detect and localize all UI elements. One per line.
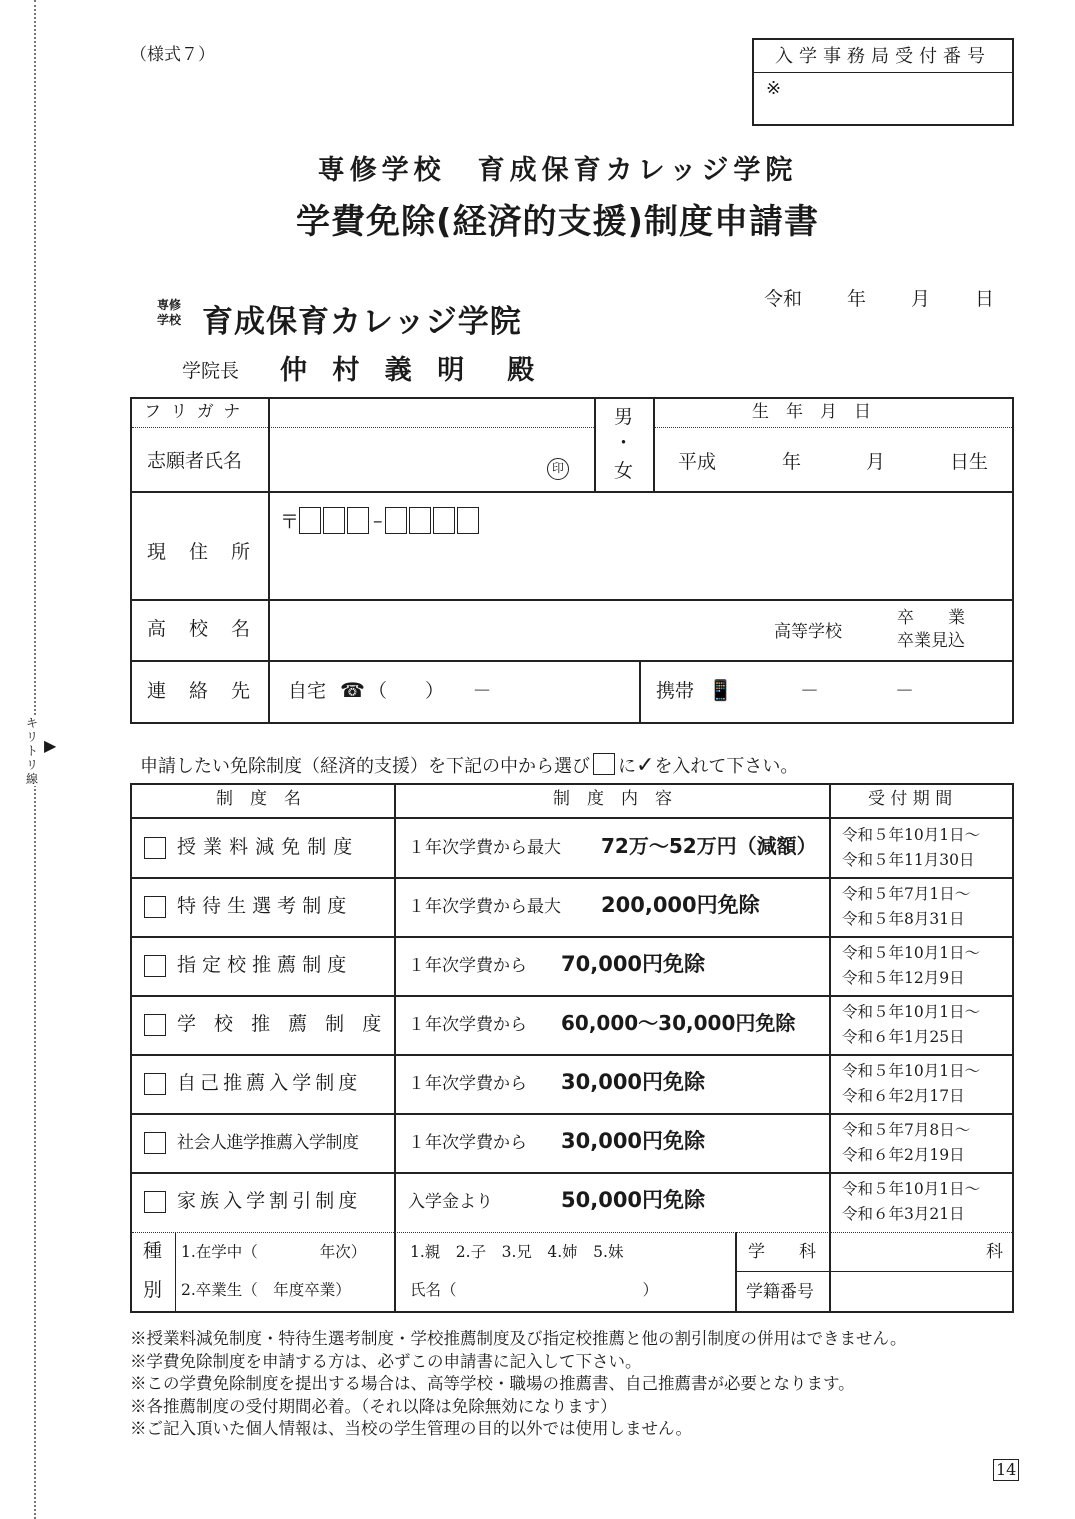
- col-divider: [653, 397, 655, 492]
- department-label: 学 科: [748, 1242, 816, 1262]
- furigana-input[interactable]: [272, 400, 592, 426]
- system-name: 指 定 校 推 薦 制 度: [177, 954, 347, 976]
- system-amount: 30,000円免除: [561, 1129, 706, 1153]
- notes: [130, 1328, 907, 1441]
- instruction-text-2: に: [618, 756, 636, 777]
- row-checkbox[interactable]: [144, 955, 166, 977]
- system-amount: 200,000円免除: [601, 893, 760, 917]
- receipt-number-box[interactable]: [752, 38, 1014, 126]
- checkbox-icon: [593, 753, 615, 775]
- system-prefix: １年次学費から: [408, 1074, 527, 1094]
- period-start: 令和５年10月1日～: [842, 826, 981, 844]
- period-end: 令和５年8月31日: [842, 910, 965, 928]
- period-end: 令和５年12月9日: [842, 969, 965, 987]
- period-end: 令和６年2月19日: [842, 1146, 965, 1164]
- kind-divider: [132, 1232, 1012, 1233]
- col-divider: [268, 397, 270, 724]
- application-date[interactable]: [764, 284, 994, 311]
- col-divider: [394, 783, 396, 1313]
- row-divider: [130, 1054, 1014, 1056]
- kind-graduate-option[interactable]: 2.卒業生（ 年度卒業）: [181, 1281, 351, 1299]
- period-start: 令和５年10月1日～: [842, 1003, 981, 1021]
- date-month: 月: [910, 288, 930, 310]
- gender-male[interactable]: 男: [614, 406, 634, 428]
- birth-month[interactable]: 月: [866, 451, 886, 473]
- cut-line-label: キリトリ線: [25, 716, 38, 786]
- furigana-divider: [132, 427, 594, 428]
- row-divider: [130, 599, 1014, 601]
- system-amount: 30,000円免除: [561, 1070, 706, 1094]
- period-end: 令和６年3月21日: [842, 1205, 965, 1223]
- period-start: 令和５年10月1日～: [842, 944, 981, 962]
- checkmark-icon: ✓: [636, 753, 655, 778]
- row-checkbox[interactable]: [144, 1073, 166, 1095]
- period-start: 令和５年7月8日～: [842, 1121, 971, 1139]
- applicant-name-input[interactable]: [272, 430, 542, 488]
- date-era: 令和: [764, 288, 803, 310]
- birth-year[interactable]: 年: [782, 451, 802, 473]
- title-school: 専修学校 育成保育カレッジ学院: [317, 155, 798, 186]
- row-divider: [130, 877, 1014, 879]
- note-item: ※この学費免除制度を提出する場合は、高等学校・職場の推薦書、自己推薦書が必要となります。: [130, 1374, 855, 1393]
- contact-label: 連 絡 先: [147, 680, 253, 702]
- col-divider: [829, 783, 831, 1313]
- graduated-option[interactable]: 卒 業: [897, 608, 965, 628]
- form-number: （様式７）: [130, 45, 215, 65]
- postal-code-input[interactable]: [280, 507, 481, 534]
- row-checkbox[interactable]: [144, 896, 166, 918]
- home-phone-input[interactable]: （ ） －: [368, 680, 492, 702]
- period-end: 令和６年2月17日: [842, 1087, 965, 1105]
- system-name: 授 業 料 減 免 制 度: [177, 836, 353, 858]
- row-divider: [130, 660, 1014, 662]
- postal-mark: 〒: [280, 511, 300, 533]
- period-end: 令和６年1月25日: [842, 1028, 965, 1046]
- note-item: ※ご記入頂いた個人情報は、当校の学生管理の目的以外では使用しません。: [130, 1419, 692, 1438]
- receipt-header: 入学事務局受付番号: [754, 40, 1012, 73]
- school-name: 育成保育カレッジ学院: [202, 304, 522, 340]
- address-input[interactable]: [272, 545, 1010, 595]
- system-prefix: １年次学費から最大: [408, 897, 561, 917]
- note-item: ※学費免除制度を申請する方は、必ずこの申請書に記入して下さい。: [130, 1351, 642, 1371]
- address-label: 現 住 所: [147, 541, 253, 563]
- system-name: 自 己 推 薦 入 学 制 度: [177, 1072, 357, 1094]
- period-end: 令和５年11月30日: [842, 851, 975, 869]
- system-amount: 72万～52万円（減額）: [601, 834, 817, 858]
- gender-separator: ・: [614, 432, 634, 454]
- department-input[interactable]: [832, 1236, 982, 1268]
- row-checkbox[interactable]: [144, 1132, 166, 1154]
- col-divider: [175, 1232, 176, 1313]
- birth-day[interactable]: 日生: [950, 451, 989, 473]
- system-prefix: １年次学費から: [408, 956, 527, 976]
- school-type-2: 学校: [157, 313, 182, 327]
- row-divider: [130, 1172, 1014, 1174]
- system-name: 特 待 生 選 考 制 度: [177, 895, 347, 917]
- page-title: 学費免除(経済的支援)制度申請書: [295, 202, 820, 242]
- principal-name: 仲 村 義 明 殿: [280, 355, 543, 386]
- birth-divider: [654, 427, 1012, 428]
- receipt-mark: ※: [766, 78, 782, 99]
- home-phone-label: 自宅: [288, 680, 327, 702]
- student-number-input[interactable]: [832, 1274, 1012, 1310]
- row-checkbox[interactable]: [144, 1014, 166, 1036]
- student-number-label: 学籍番号: [746, 1282, 814, 1302]
- selection-instruction: [140, 752, 798, 778]
- header-divider: [130, 817, 1014, 819]
- row-divider: [130, 936, 1014, 938]
- note-item: ※各推薦制度の受付期間必着。（それ以降は免除無効になります）: [130, 1396, 617, 1416]
- system-amount: 60,000～30,000円免除: [561, 1011, 796, 1035]
- mobile-phone-input[interactable]: － －: [800, 680, 915, 702]
- system-amount: 70,000円免除: [561, 952, 706, 976]
- kind-label-1: 種: [143, 1240, 163, 1262]
- system-name: 社会人進学推薦入学制度: [177, 1133, 359, 1153]
- instruction-text-1: 申請したい免除制度（経済的支援）を下記の中から選び: [140, 756, 590, 777]
- applicant-name-label: 志願者氏名: [147, 450, 243, 472]
- furigana-label: フ リ ガ ナ: [144, 402, 243, 422]
- highschool-suffix: 高等学校: [774, 622, 842, 642]
- header-system-content: 制 度 内 容: [553, 789, 672, 809]
- seal-icon: 印: [547, 457, 569, 480]
- system-amount: 50,000円免除: [561, 1188, 706, 1212]
- birth-era: 平成: [678, 451, 717, 473]
- relation-options[interactable]: 1.親 2.子 3.兄 4.姉 5.妹: [410, 1243, 624, 1261]
- highschool-input[interactable]: [272, 604, 762, 658]
- birth-date-header: 生 年 月 日: [752, 402, 871, 422]
- period-start: 令和５年7月1日～: [842, 885, 971, 903]
- row-divider: [736, 1271, 1014, 1272]
- date-day: 日: [974, 288, 994, 310]
- gender-female[interactable]: 女: [614, 460, 634, 482]
- kind-enrolled-option[interactable]: 1.在学中（ 年次）: [181, 1243, 367, 1261]
- col-divider: [594, 397, 596, 492]
- system-prefix: １年次学費から: [408, 1015, 527, 1035]
- header-period: 受 付 期 間: [868, 789, 953, 809]
- system-prefix: １年次学費から最大: [408, 838, 561, 858]
- period-start: 令和５年10月1日～: [842, 1180, 981, 1198]
- row-divider: [130, 1113, 1014, 1115]
- row-checkbox[interactable]: [144, 837, 166, 859]
- kind-label-2: 別: [143, 1279, 163, 1301]
- row-divider: [130, 491, 1014, 493]
- row-divider: [130, 995, 1014, 997]
- department-suffix: 科: [986, 1242, 1003, 1262]
- relation-name-input[interactable]: 氏名（ ）: [410, 1281, 659, 1299]
- highschool-label: 高 校 名: [147, 618, 253, 640]
- school-type: [157, 298, 181, 328]
- phone-icon: ☎: [340, 678, 365, 702]
- mobile-phone-label: 携帯: [656, 680, 695, 702]
- period-start: 令和５年10月1日～: [842, 1062, 981, 1080]
- system-prefix: 入学金より: [408, 1192, 493, 1212]
- header-system-name: 制 度 名: [216, 789, 301, 809]
- school-type-1: 専修: [157, 298, 182, 312]
- system-name: 家 族 入 学 割 引 制 度: [177, 1190, 357, 1212]
- system-prefix: １年次学費から: [408, 1133, 527, 1153]
- principal-title: 学院長: [182, 360, 240, 382]
- cut-arrow-icon: ▶: [44, 736, 57, 755]
- col-divider: [639, 661, 641, 724]
- date-year: 年: [846, 288, 866, 310]
- instruction-text-3: を入れて下さい。: [654, 756, 799, 777]
- postal-dash: –: [373, 509, 383, 532]
- page-number: 14: [993, 1459, 1019, 1481]
- system-name: 学 校 推 薦 制 度: [177, 1013, 382, 1035]
- col-divider: [735, 1232, 737, 1313]
- note-item: ※授業料減免制度・特待生選考制度・学校推薦制度及び指定校推薦と他の割引制度の併用はできません。: [130, 1329, 907, 1348]
- expected-graduation-option[interactable]: 卒業見込: [897, 631, 965, 651]
- mobile-phone-icon: 📱: [708, 678, 733, 702]
- row-checkbox[interactable]: [144, 1191, 166, 1213]
